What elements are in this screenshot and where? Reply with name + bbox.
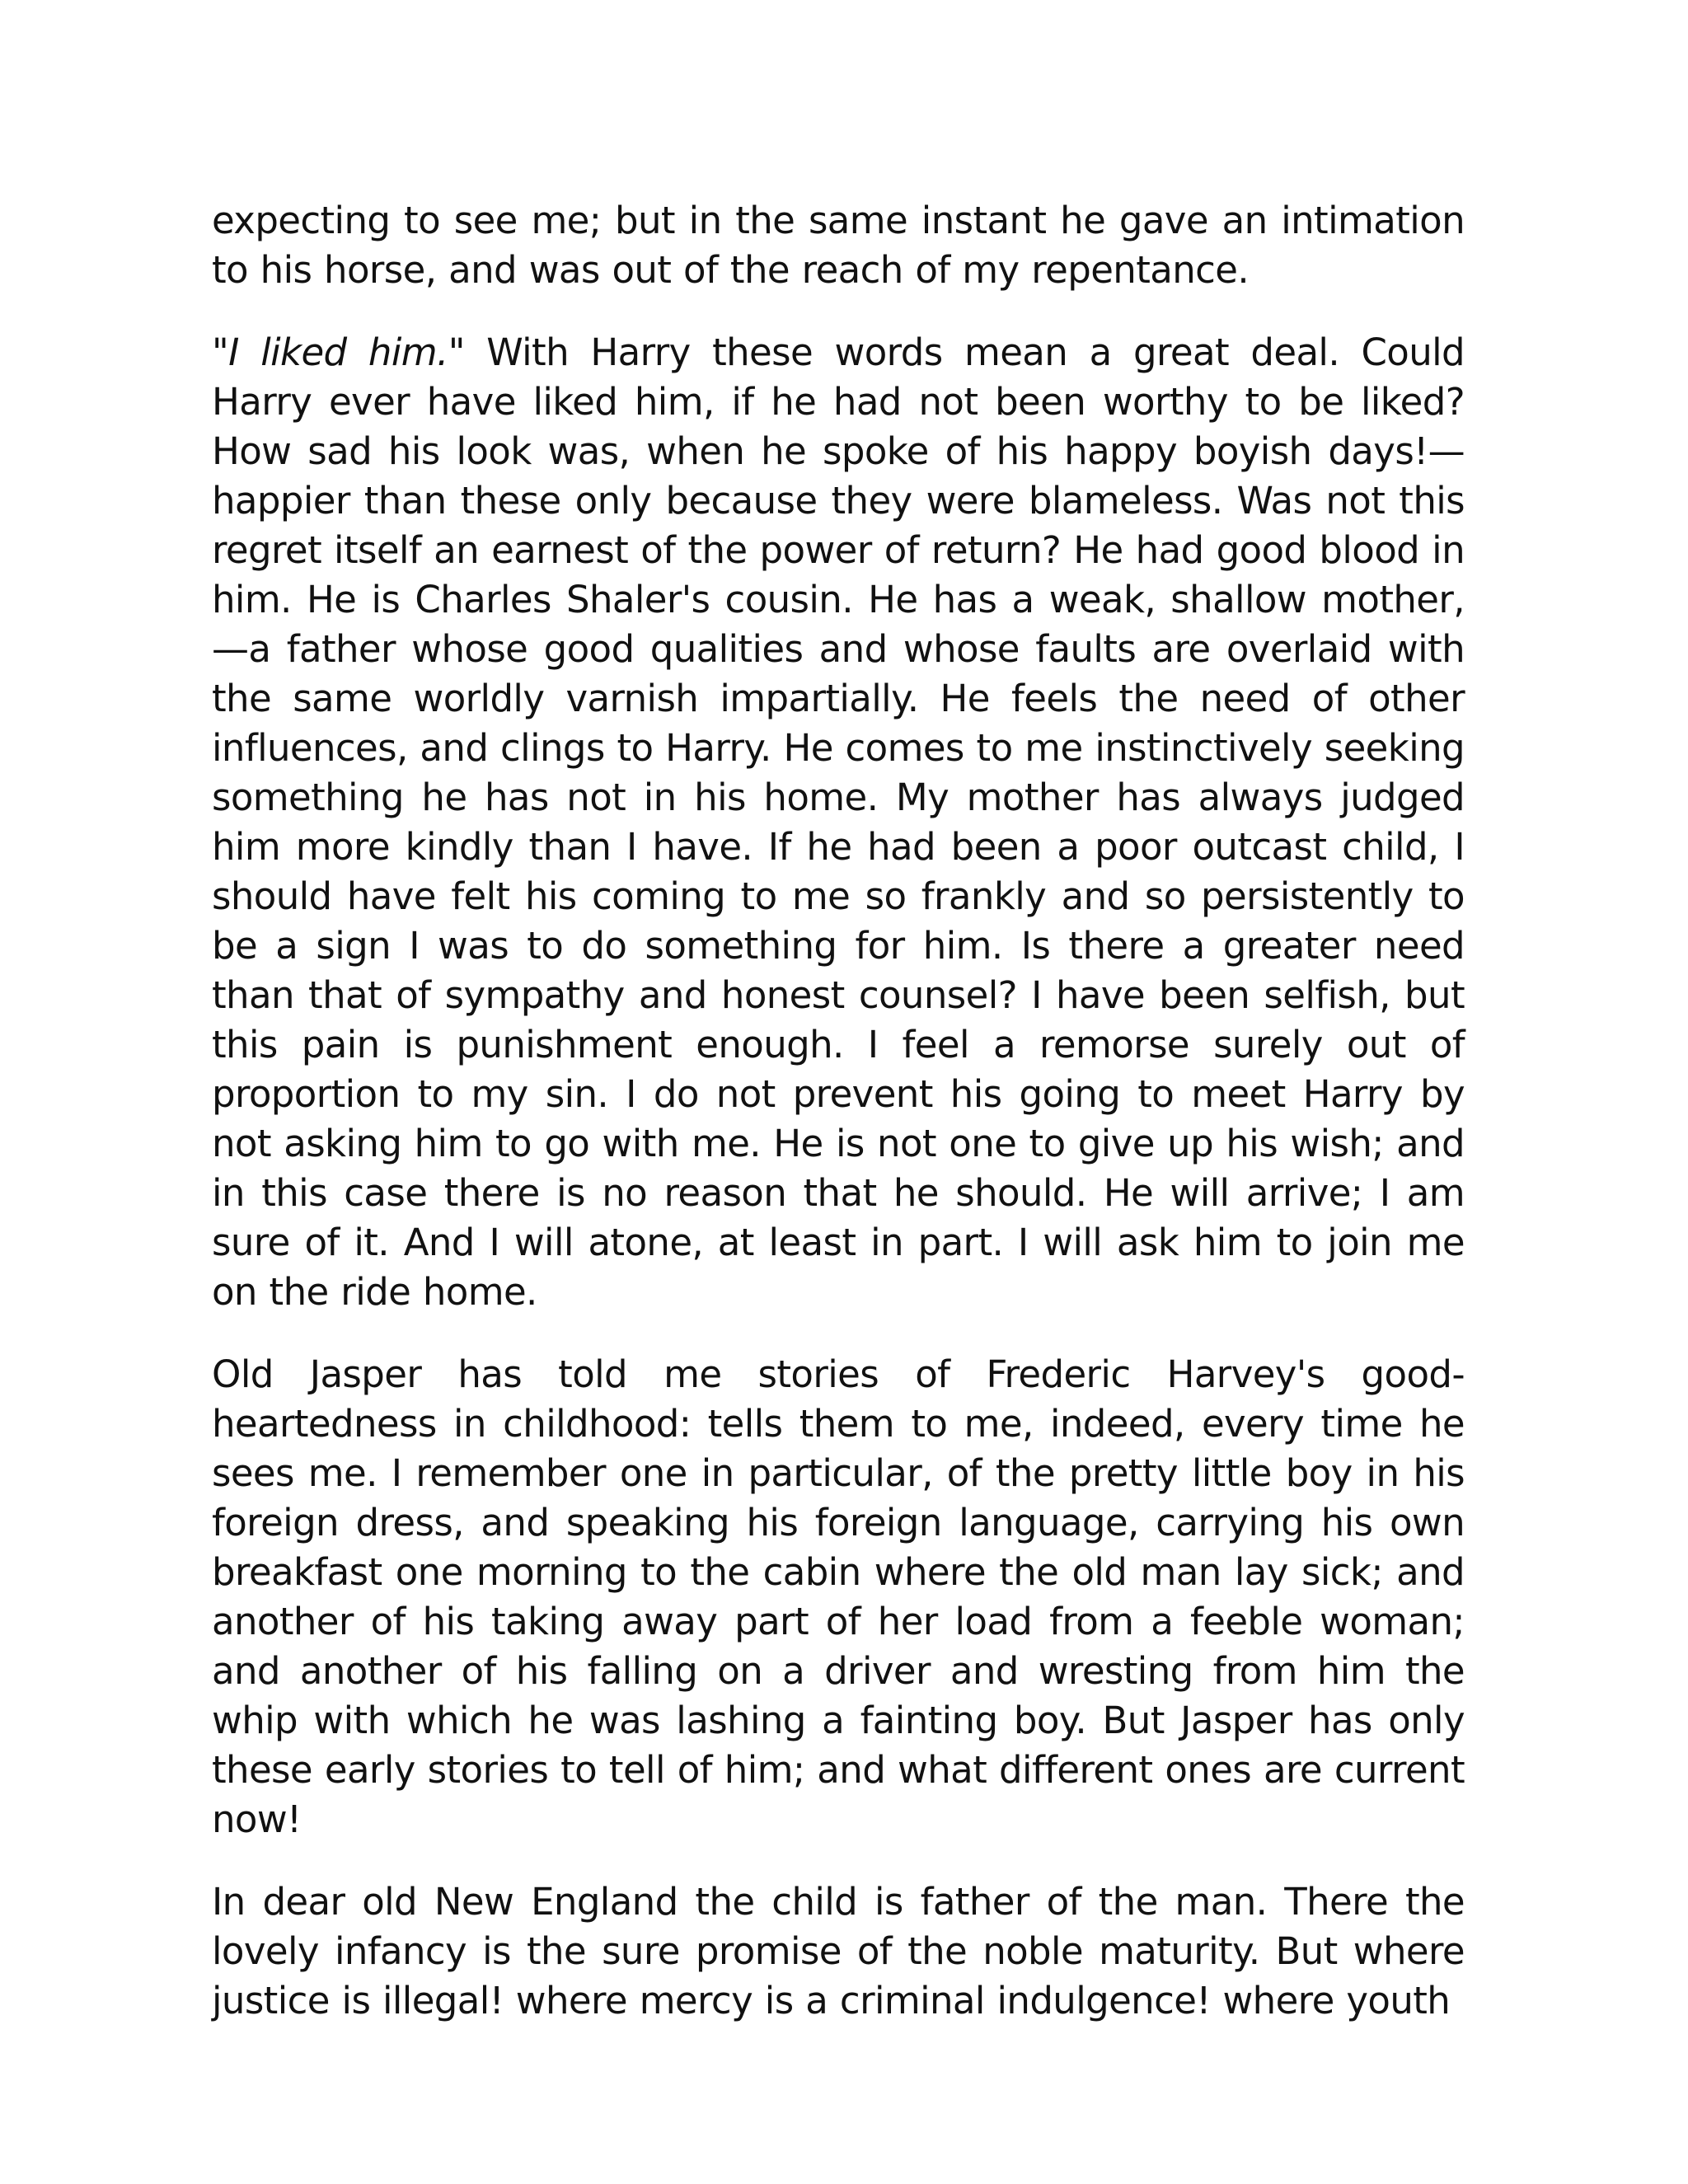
paragraph-text: expecting to see me; but in the same instant he gave an intimation to his horse, and was out of the reach of my repentance.	[212, 199, 1465, 292]
closing-quote: "	[448, 330, 465, 374]
opening-quote: "	[212, 330, 229, 374]
paragraph-4	[212, 1877, 1465, 2026]
paragraph-text: With Harry these words mean a great deal. Could Harry ever have liked him, if he had not been worthy to be liked? How sad his look was, when he spoke of his happy boyish days!—happier than these only because they were blameless. Was not this regret itself an earnest of the power of return? He had good blood in him. He is Charles Shaler's cousin. He has a weak, shallow mother,—a father whose good qualities and whose faults are overlaid with the same worldly varnish impartially. He feels the need of other influences, and clings to Harry. He comes to me instinctively seeking something he has not in his home. My mother has always judged him more kindly than I have. If he had been a poor outcast child, I should have felt his coming to me so frankly and so persistently to be a sign I was to do something for him. Is there a greater need than that of sympathy and honest counsel? I have been selfish, but this pain is punishment enough. I feel a remorse surely out of proportion to my sin. I do not prevent his going to meet Harry by not asking him to go with me. He is not one to give up his wish; and in this case there is no reason that he should. He will arrive; I am sure of it. And I will atone, at least in part. I will ask him to join me on the ride home.	[212, 330, 1465, 1314]
paragraph-2	[212, 328, 1465, 1317]
paragraph-3	[212, 1350, 1465, 1844]
paragraph-text: In dear old New England the child is father of the man. There the lovely infancy is the sure promise of the noble maturity. But where justice is illegal! where mercy is a criminal indulgence! where youth	[212, 1880, 1465, 2022]
paragraph-text: Old Jasper has told me stories of Frederic Harvey's good-heartedness in childhood: tells them to me, indeed, every time he sees me. I remember one in particular, of the pretty little boy in his foreign dress, and speaking his foreign language, carrying his own breakfast one morning to the cabin where the old man lay sick; and another of his taking away part of her load from a feeble woman; and another of his falling on a driver and wresting from him the whip with which he was lashing a fainting boy. But Jasper has only these early stories to tell of him; and what different ones are current now!	[212, 1352, 1465, 1841]
paragraph-1	[212, 196, 1465, 295]
page-body	[212, 196, 1465, 2026]
italic-quote: I liked him.	[228, 330, 448, 374]
